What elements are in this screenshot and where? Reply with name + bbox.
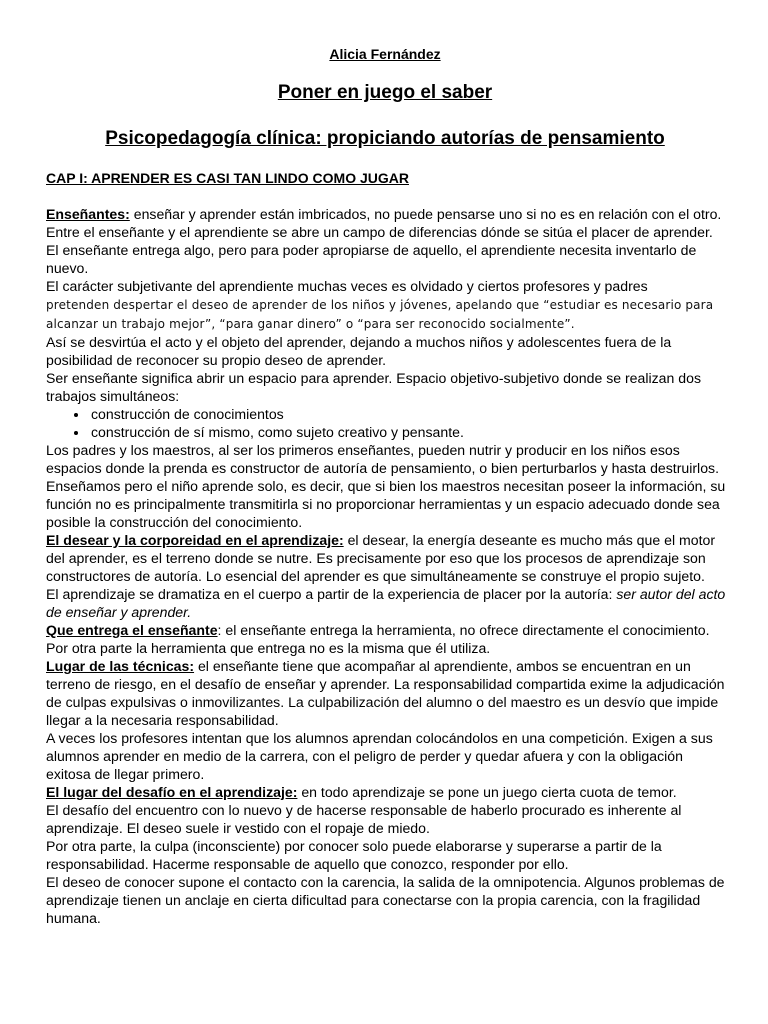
paragraph-text: : el enseñante entrega la herramienta, no ofrece directamente el conocimiento. Por otra parte la herramienta que entrega no es la misma que él utiliza. xyxy=(46,622,710,656)
section-heading: El desear y la corporeidad en el aprendizaje: xyxy=(46,532,344,548)
document-title: Poner en juego el saber xyxy=(277,82,493,103)
paragraph: A veces los profesores intentan que los alumnos aprendan colocándolos en una competición. Exigen a sus alumnos aprender en medio de la carrera, con el peligro de perder y quedar afuera y con la obligación exitosa de llegar primero. xyxy=(46,730,713,782)
list-item: • construcción de conocimientos xyxy=(89,405,726,423)
emphasis-text: ser autor del acto de enseñar y aprender. xyxy=(46,586,726,620)
paragraph: El desafío del encuentro con lo nuevo y de hacerse responsable de haberlo procurado es inherente al aprendizaje. El deseo suele ir vestido con el ropaje de miedo. xyxy=(46,802,682,836)
section-heading: Que entrega el enseñante xyxy=(46,622,218,638)
paragraph: Ser enseñante significa abrir un espacio para aprender. Espacio objetivo-subjetivo donde se realizan dos trabajos simultáneos: xyxy=(46,370,701,404)
paragraph: El deseo de conocer supone el contacto con la carencia, la salida de la omnipotencia. Algunos problemas de aprendizaje tienen un anclaje en cierta dificultad para conectarse con la propia carencia, con la fragilidad humana. xyxy=(46,874,725,926)
paragraph-text: pretenden despertar el deseo de aprender de los niños y jóvenes, apelando que “estudiar es necesario para alcanzar un trabajo mejor”, “para ganar dinero” o “para ser reconocido socialmente”. xyxy=(46,298,714,331)
paragraph: Por otra parte, la culpa (inconsciente) por conocer solo puede elaborarse y superarse a partir de la responsabilidad. Hacerme responsable de aquello que conozco, responder por ello. xyxy=(46,838,662,872)
paragraph xyxy=(46,585,726,621)
section-heading: Lugar de las técnicas: xyxy=(46,658,195,674)
paragraph-text: El carácter subjetivante del aprendiente muchas veces es olvidado y ciertos profesores y padres xyxy=(46,278,648,294)
paragraph-text: en todo aprendizaje se pone un juego cierta cuota de temor. xyxy=(297,784,677,800)
paragraph xyxy=(46,205,726,223)
section-heading: Enseñantes: xyxy=(46,206,130,222)
paragraph xyxy=(46,531,726,585)
paragraph-text: El aprendizaje se dramatiza en el cuerpo a partir de la experiencia de placer por la autoría: xyxy=(46,586,617,602)
paragraph xyxy=(46,657,726,729)
paragraph xyxy=(46,783,726,801)
author-name: Alicia Fernández xyxy=(329,46,441,62)
paragraph xyxy=(46,277,726,333)
bullet-list xyxy=(46,405,726,441)
document-subtitle: Psicopedagogía clínica: propiciando autorías de pensamiento xyxy=(105,128,665,149)
paragraph: Así se desvirtúa el acto y el objeto del aprender, dejando a muchos niños y adolescentes fuera de la posibilidad de reconocer su propio deseo de aprender. xyxy=(46,334,672,368)
chapter-heading: CAP I: APRENDER ES CASI TAN LINDO COMO JUGAR xyxy=(46,170,409,186)
document-body xyxy=(46,205,726,927)
section-heading: El lugar del desafío en el aprendizaje: xyxy=(46,784,298,800)
paragraph-text: el enseñante tiene que acompañar al aprendiente, ambos se encuentran en un terreno de riesgo, en el desafío de enseñar y aprender. La responsabilidad compartida exime la adjudicación de culpas expulsivas o inmovilizantes. La culpabilización del alumno o del maestro es un desvío que impide llegar a la necesaria responsabilidad. xyxy=(46,658,725,728)
paragraph-text: enseñar y aprender están imbricados, no puede pensarse uno si no es en relación con el otro. xyxy=(129,206,722,222)
paragraph: Los padres y los maestros, al ser los primeros enseñantes, pueden nutrir y producir en los niños esos espacios donde la prenda es constructor de autoría de pensamiento, o bien perturbarlos y hasta destruirlos. xyxy=(46,442,719,476)
paragraph xyxy=(46,621,726,657)
list-item: • construcción de sí mismo, como sujeto creativo y pensante. xyxy=(89,423,726,441)
paragraph: Enseñamos pero el niño aprende solo, es decir, que si bien los maestros necesitan poseer la información, su función no es principalmente transmitirla si no proporcionar herramientas y un espacio adecuado donde sea posible la construcción del conocimiento. xyxy=(46,478,726,530)
paragraph: Entre el enseñante y el aprendiente se abre un campo de diferencias dónde se sitúa el placer de aprender. El enseñante entrega algo, pero para poder apropiarse de aquello, el aprendiente necesita inventarlo de nuevo. xyxy=(46,224,713,276)
paragraph-text: el desear, la energía deseante es mucho más que el motor del aprender, es el terreno donde se nutre. Es precisamente por eso que los procesos de aprendizaje son constructores de autoría. Lo esencial del aprender es que simultáneamente se construye el propio sujeto. xyxy=(46,532,716,584)
